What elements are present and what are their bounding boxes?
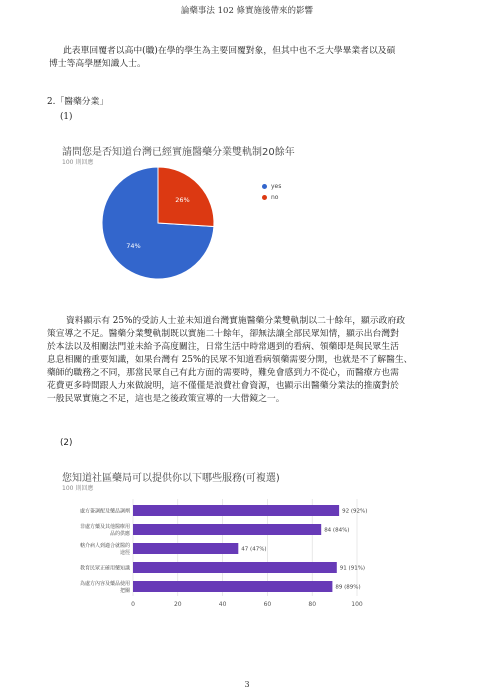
page-number: 3 bbox=[244, 680, 250, 689]
y-category-label: 處方簽調配及藥品調劑 bbox=[79, 508, 130, 515]
y-category-label: 轄介病人到適合就醫的 bbox=[79, 543, 130, 549]
legend-dot-yes bbox=[262, 184, 267, 189]
chart2-title: 您知道社區藥局可以提供你以下哪些服務(可複選) bbox=[62, 473, 280, 484]
y-category-label: 品的供應 bbox=[109, 531, 130, 537]
bar bbox=[133, 562, 337, 573]
body-line: 一般民眾實施之不足，這也是之後政策宣導的一大借鏡之一。 bbox=[47, 394, 285, 404]
body-line: 策宣導之不足。醫藥分業雙軌制既以實施二十餘年，卻無法讓全部民眾知情，顯示出台灣對 bbox=[47, 329, 399, 339]
chart2-responses: 100 則回應 bbox=[62, 485, 94, 492]
pie-data-label: 74% bbox=[126, 242, 141, 250]
intro-paragraph bbox=[49, 45, 483, 71]
chart1-responses: 100 則回應 bbox=[62, 159, 94, 166]
x-tick-label: 40 bbox=[218, 601, 227, 608]
pie-data-label: 26% bbox=[175, 196, 190, 204]
chart1-pie bbox=[100, 165, 240, 285]
legend-item-yes bbox=[262, 183, 281, 190]
x-tick-label: 0 bbox=[131, 601, 135, 608]
bar-data-label: 47 (47%) bbox=[241, 546, 267, 553]
section-heading: 2.「醫藥分業」 bbox=[47, 97, 109, 107]
intro-line: 博士等高學歷知識人士。 bbox=[49, 59, 146, 69]
body-paragraph bbox=[47, 315, 487, 406]
bar bbox=[133, 543, 238, 554]
x-tick-label: 100 bbox=[351, 601, 363, 608]
subsection-2: (2) bbox=[60, 438, 73, 448]
body-line: 藥師的職務之不同，那當民眾自己有此方面的需要時，難免會感到力不從心，而醫療方也需 bbox=[47, 368, 399, 378]
y-category-label: 教育民眾正確用藥知識 bbox=[79, 565, 130, 572]
body-line: 於本法以及相關法門並未給予高度關注，日常生活中時常遇到的看病、領藥即是與民眾生活 bbox=[47, 342, 399, 352]
body-line: 資料顯示有 25%的受訪人士並未知道台灣實施醫藥分業雙軌制以二十餘年，顯示政府政 bbox=[66, 316, 406, 326]
x-tick-label: 80 bbox=[308, 601, 317, 608]
subsection-1: (1) bbox=[60, 112, 73, 122]
page-header: 論藥事法 102 條實施後帶來的影響 bbox=[180, 6, 314, 16]
body-line: 息息相關的重要知識，如果台灣有 25%的民眾不知道看病領藥需要分開，也就是不了解醫生、 bbox=[47, 355, 413, 365]
bar-data-label: 91 (91%) bbox=[339, 565, 366, 572]
y-category-label: 途徑 bbox=[119, 550, 130, 556]
intro-line: 此表單回覆者以高中(職)在學的學生為主要回覆對象，但其中也不乏大學畢業者以及碩 bbox=[63, 46, 396, 56]
y-category-label: 為處方內容及藥品使用 bbox=[79, 581, 130, 587]
bar bbox=[133, 524, 321, 535]
bar-data-label: 84 (84%) bbox=[324, 527, 350, 534]
legend-label-yes: yes bbox=[271, 183, 282, 190]
bar bbox=[133, 505, 339, 516]
bar-data-label: 92 (92%) bbox=[342, 508, 368, 515]
y-category-label: 非處方藥及其他醫療用 bbox=[79, 524, 130, 530]
body-line: 花費更多時間跟人力來做說明，這不僅僅是浪費社會資源，也顯示出醫藥分業法的推廣對於 bbox=[47, 381, 399, 391]
chart1-legend bbox=[262, 183, 281, 201]
legend-label-no: no bbox=[271, 194, 279, 201]
chart2-bar bbox=[60, 495, 390, 615]
bar-data-label: 89 (89%) bbox=[335, 584, 361, 591]
x-tick-label: 20 bbox=[173, 601, 182, 608]
x-tick-label: 60 bbox=[263, 601, 272, 608]
chart1-title: 請問您是否知道台灣已經實施醫藥分業雙軌制20餘年 bbox=[62, 147, 295, 158]
legend-dot-no bbox=[262, 195, 267, 200]
legend-item-no bbox=[262, 194, 281, 201]
y-category-label: 把關 bbox=[119, 588, 130, 594]
bar bbox=[133, 581, 332, 592]
